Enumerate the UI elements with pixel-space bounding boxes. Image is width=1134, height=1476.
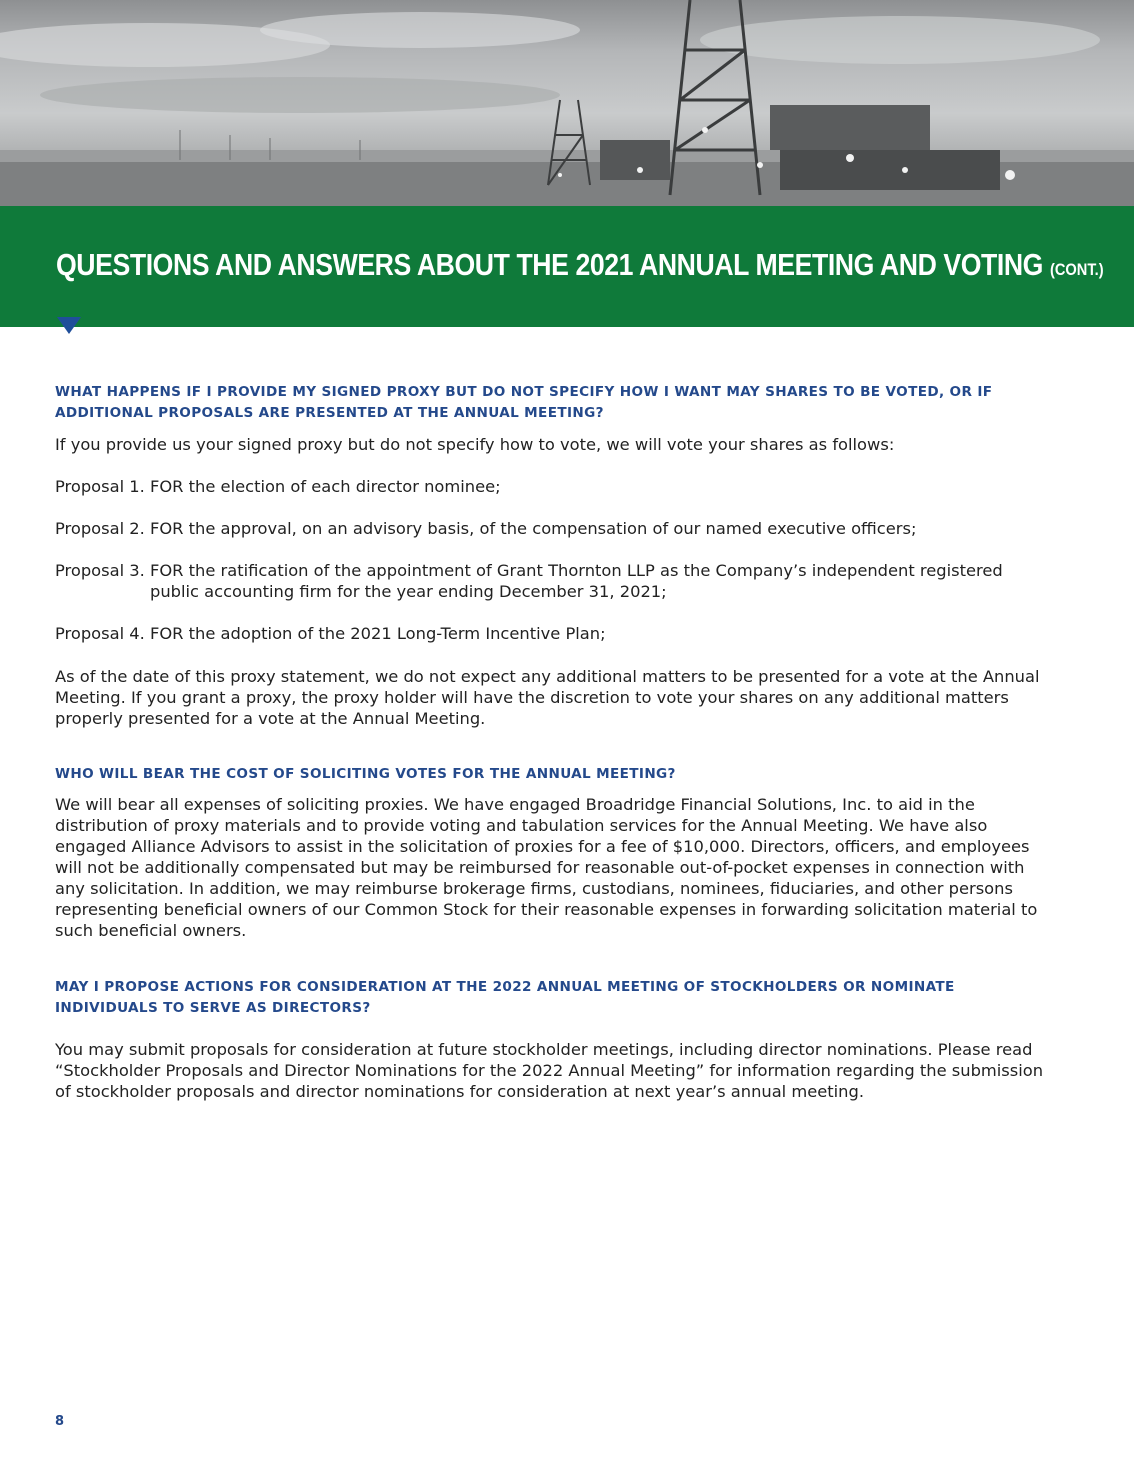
proposal-item: Proposal 1. FOR the election of each director nominee;: [55, 477, 501, 496]
page-title-suffix: (CONT.): [1049, 260, 1104, 279]
header-photo: [0, 0, 1134, 206]
page-title-text: QUESTIONS AND ANSWERS ABOUT THE 2021 ANNUAL MEETING AND VOTING: [56, 247, 1043, 282]
oil-rig-illustration: [0, 0, 1134, 206]
triangle-marker-icon: [57, 317, 81, 334]
question-heading: MAY I PROPOSE ACTIONS FOR CONSIDERATION AT THE 2022 ANNUAL MEETING OF STOCKHOLDERS OR NOMINATE INDIVIDUALS TO SERVE AS DIRECTORS?: [55, 979, 955, 1016]
question-heading: WHO WILL BEAR THE COST OF SOLICITING VOTES FOR THE ANNUAL MEETING?: [55, 766, 676, 782]
question-heading: WHAT HAPPENS IF I PROVIDE MY SIGNED PROXY BUT DO NOT SPECIFY HOW I WANT MAY SHARES TO BE VOTED, OR IF ADDITIONAL PROPOSALS ARE PRESENTED AT THE ANNUAL MEETING?: [55, 384, 993, 421]
paragraph: As of the date of this proxy statement, we do not expect any additional matters to be presented for a vote at the Annual Meeting. If you grant a proxy, the proxy holder will have the discretion to vote your shares on any additional matters properly presented for a vote at the Annual Meeting.: [55, 667, 1040, 728]
paragraph: We will bear all expenses of soliciting proxies. We have engaged Broadridge Financial Solutions, Inc. to aid in the distribution of proxy materials and to provide voting and tabulation services for the Annual Meeting. We have also engaged Alliance Advisors to assist in the solicitation of proxies for a fee of $10,000. Directors, officers, and employees will not be additionally compensated but may be reimbursed for reasonable out-of-pocket expenses in connection with any solicitation. In addition, we may reimburse brokerage firms, custodians, nominees, fiduciaries, and other persons representing beneficial owners of our Common Stock for their reasonable expenses in forwarding solicitation material to such beneficial owners.: [55, 795, 1038, 940]
paragraph: If you provide us your signed proxy but do not specify how to vote, we will vote your shares as follows:: [55, 435, 895, 454]
page-title: [56, 247, 1104, 283]
page-number: 8: [55, 1414, 65, 1429]
proposal-item: Proposal 2. FOR the approval, on an advisory basis, of the compensation of our named executive officers;: [55, 519, 917, 538]
paragraph: You may submit proposals for consideration at future stockholder meetings, including director nominations. Please read “Stockholder Proposals and Director Nominations for the 2022 Annual Meeting” for information regarding the submission of stockholder proposals and director nominations for consideration at next year’s annual meeting.: [55, 1040, 1044, 1101]
proposal-item: Proposal 3. FOR the ratification of the appointment of Grant Thornton LLP as the Company’s independent registered public accounting firm for the year ending December 31, 2021;: [55, 561, 1003, 601]
proposal-item: Proposal 4. FOR the adoption of the 2021 Long-Term Incentive Plan;: [55, 624, 606, 643]
